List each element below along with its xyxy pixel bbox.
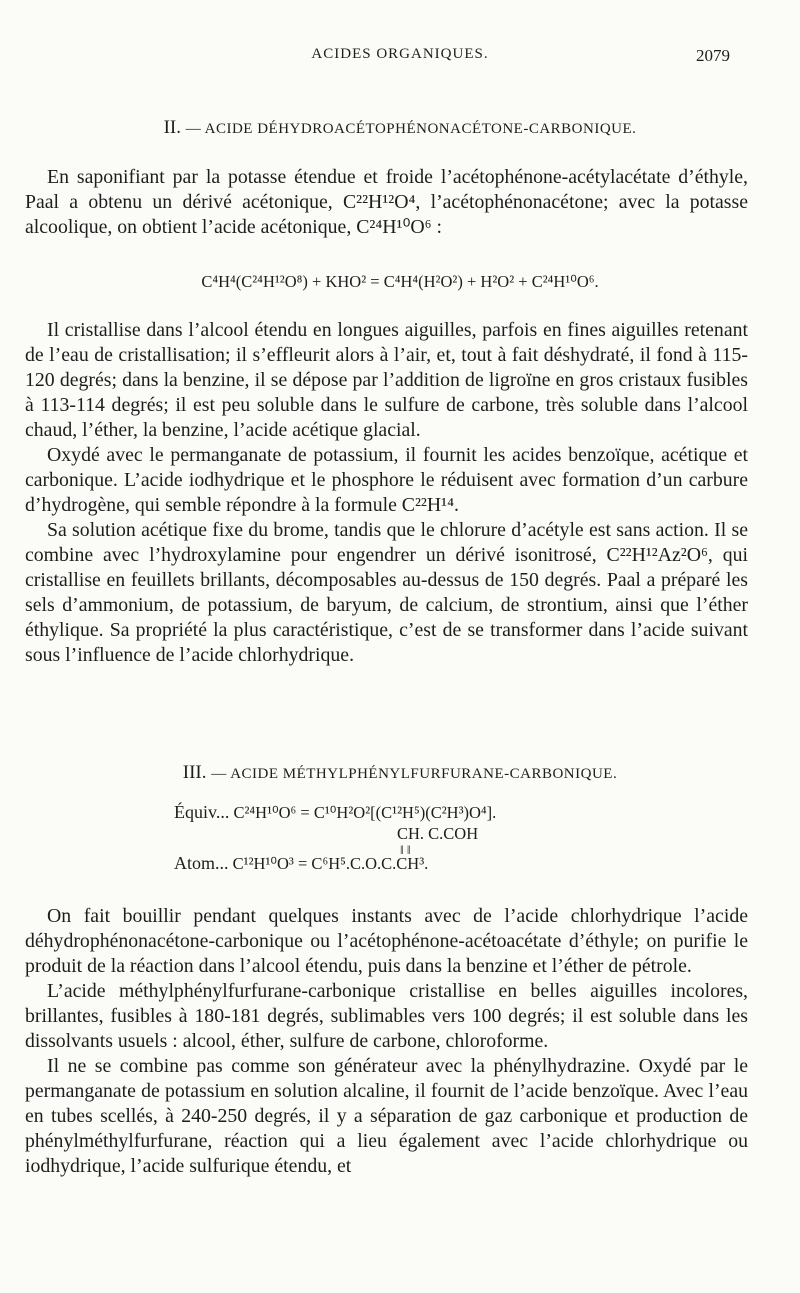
atom-formula: C¹²H¹⁰O³ = C⁶H⁵.C.O.C.CH³. [232, 854, 429, 873]
section-ii-equation: C⁴H⁴(C²⁴H¹²O⁸) + KHO² = C⁴H⁴(H²O²) + H²O² + C²⁴H¹⁰O⁶. [201, 272, 599, 291]
section-ii-title [0, 117, 800, 139]
paragraph-text: L’acide méthylphénylfurfurane-carbonique cristallise en belles aiguilles incolores, brillantes, fusibles à 180-181 degrés, sublimables vers 100 degrés; il est soluble dans les dissolvants usuels : alcool, éther, sulfure de carbone, chloroforme. [25, 980, 748, 1052]
section-iii-name: — ACIDE MÉTHYLPHÉNYLFURFURANE-CARBONIQUE. [211, 766, 618, 782]
paragraph-text: Il ne se combine pas comme son générateur avec la phénylhydrazine. Oxydé par le permanganate de potassium en solution alcaline, il fournit de l’acide benzoïque. Avec l’eau en tubes scellés, à 240-250 degrés, il y a séparation de gaz carbonique et production de phénylméthylfurfurane, réaction qui a lieu également avec l’acide chlorhydrique ou iodhydrique, l’acide sulfurique étendu, et [25, 1055, 748, 1177]
atom-formula-line [174, 853, 428, 874]
structure-double-bonds: ‖ ‖ [400, 842, 411, 857]
paragraph-text: On fait bouillir pendant quelques instants avec de l’acide chlorhydrique l’acide déhydrophénonacétone-carbonique ou l’acétophénone-acétoacétate d’éthyle; on purifie le produit de la réaction dans l’alcool étendu, puis dans la benzine et l’éther de pétrole. [25, 905, 748, 977]
section-ii-paragraphs [25, 318, 748, 668]
paragraph-text: Oxydé avec le permanganate de potassium, il fournit les acides benzoïque, acétique et carbonique. L’acide iodhydrique et le phosphore le réduisent avec formation d’un carbure d’hydrogène, qui semble répondre à la formule C²²H¹⁴. [25, 444, 748, 516]
page-number: 2079 [696, 46, 730, 65]
paragraph-text: Sa solution acétique fixe du brome, tandis que le chlorure d’acétyle est sans action. Il se combine avec l’hydroxylamine pour engendrer un dérivé isonitrosé, C²²H¹²Az²O⁶, qui cristallise en feuillets brillants, décomposables au-dessus de 150 degrés. Paal a préparé les sels d’ammonium, de potassium, de baryum, de calcium, de strontium, ainsi que l’éther éthylique. Sa propriété la plus caractéristique, c’est de se transformer dans l’acide suivant sous l’influence de l’acide chlorhydrique. [25, 519, 748, 666]
section-iii-number: III. [182, 762, 207, 783]
section-ii-paragraph-1 [25, 165, 748, 240]
atom-label: Atom... [174, 853, 229, 873]
section-iii-paragraphs [25, 904, 748, 1179]
equiv-label: Équiv... [174, 802, 230, 822]
section-iii-title [0, 762, 800, 784]
equiv-formula-line [174, 802, 496, 823]
section-ii-number: II. [163, 117, 181, 138]
section-ii-name: — ACIDE DÉHYDROACÉTOPHÉNONACÉTONE-CARBONIQUE. [185, 121, 637, 137]
equiv-formula: C²⁴H¹⁰O⁶ = C¹⁰H²O²[(C¹²H⁵)(C²H³)O⁴]. [233, 803, 497, 822]
running-header [28, 46, 772, 70]
running-title: ACIDES ORGANIQUES. [311, 46, 489, 62]
paragraph-text: Il cristallise dans l’alcool étendu en longues aiguilles, parfois en fines aiguilles retenant de l’eau de cristallisation; il s’effleurit alors à l’air, et, tout à fait déshydraté, il fond à 115-120 degrés; dans la benzine, il se dépose par l’addition de ligroïne en gros cristaux fusibles à 113-114 degrés; il est peu soluble dans le sulfure de carbone, très soluble dans l’alcool chaud, l’éther, la benzine, l’acide acétique glacial. [25, 319, 748, 441]
structure-top-line: CH. C.COH [397, 824, 479, 843]
paragraph-text: En saponifiant par la potasse étendue et froide l’acétophénone-acétylacétate d’éthyle, Paal a obtenu un dérivé acétonique, C²²H¹²O⁴, l’acétophénonacétone; avec la potasse alcoolique, on obtient l’acide acétonique, C²⁴H¹⁰O⁶ : [25, 166, 748, 238]
